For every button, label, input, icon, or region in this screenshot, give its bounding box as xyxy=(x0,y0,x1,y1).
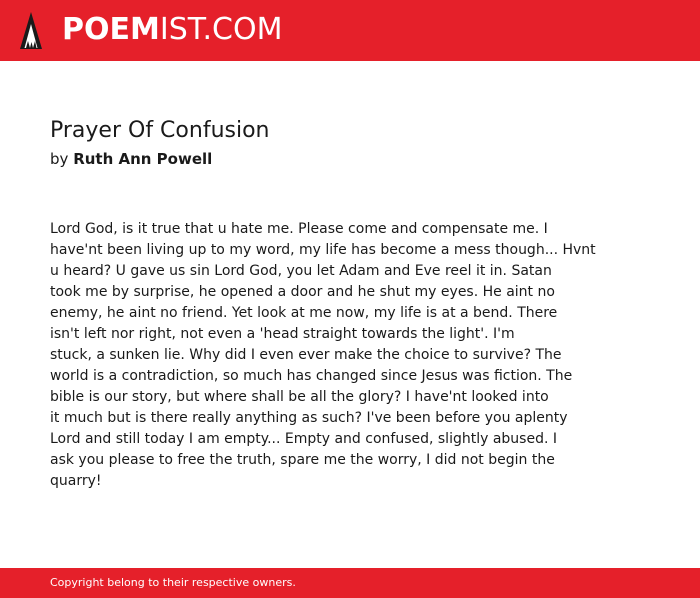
poem-line: Lord God, is it true that u hate me. Please come and compensate me. I xyxy=(50,221,548,237)
poem-line: stuck, a sunken lie. Why did I even ever make the choice to survive? The xyxy=(50,347,562,363)
site-footer xyxy=(0,568,700,598)
copyright-text: Copyright belong to their respective owners. xyxy=(50,576,296,589)
author-name: Ruth Ann Powell xyxy=(73,150,213,168)
poem-body xyxy=(50,219,596,492)
poem-line: u heard? U gave us sin Lord God, you let Adam and Eve reel it in. Satan xyxy=(50,263,552,279)
poem-line: world is a contradiction, so much has changed since Jesus was fiction. The xyxy=(50,368,573,384)
byline xyxy=(50,149,212,169)
poem-line: quarry! xyxy=(50,473,102,489)
logo-bold-text: POEM xyxy=(62,12,160,47)
poem-line: isn't left nor right, not even a 'head straight towards the light'. I'm xyxy=(50,326,515,342)
site-header xyxy=(0,0,700,61)
logo-light-text: IST.COM xyxy=(159,12,283,47)
poem-line: took me by surprise, he opened a door and he shut my eyes. He aint no xyxy=(50,284,555,300)
poem-title: Prayer Of Confusion xyxy=(50,118,270,143)
poem-line: enemy, he aint no friend. Yet look at me now, my life is at a bend. There xyxy=(50,305,558,321)
poem-line: bible is our story, but where shall be all the glory? I have'nt looked into xyxy=(50,389,549,405)
poem-line: Lord and still today I am empty... Empty and confused, slightly abused. I xyxy=(50,431,558,447)
poem-line: have'nt been living up to my word, my life has become a mess though... Hvnt xyxy=(50,242,596,258)
pencil-icon[interactable] xyxy=(19,11,43,51)
by-label: by xyxy=(50,150,69,168)
poem-line: it much but is there really anything as such? I've been before you aplenty xyxy=(50,410,568,426)
poem-line: ask you please to free the truth, spare me the worry, I did not begin the xyxy=(50,452,555,468)
site-logo[interactable] xyxy=(62,12,282,48)
